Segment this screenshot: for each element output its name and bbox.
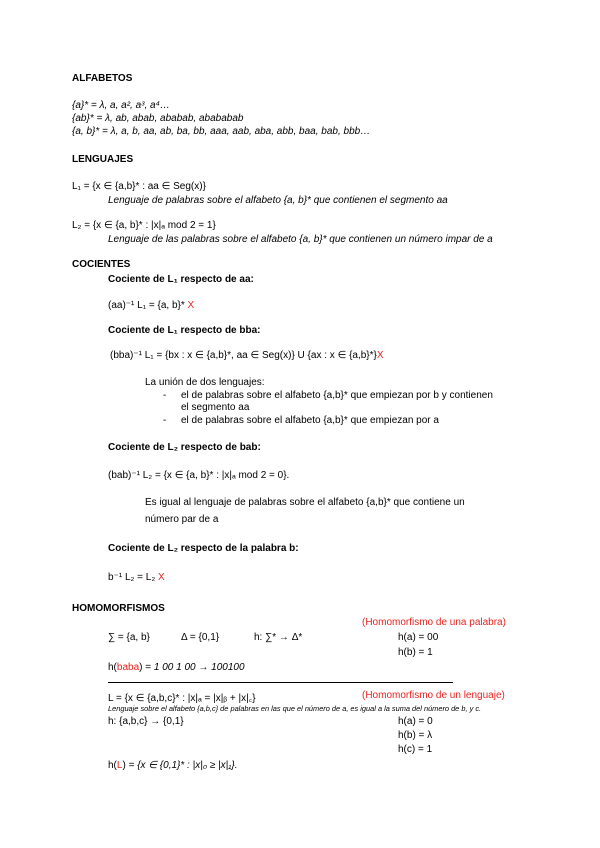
cociente-1-expression: (aa)⁻¹ L₁ = {a, b}* X xyxy=(108,300,195,311)
homomorfismos-heading: HOMOMORFISMOS xyxy=(72,603,165,614)
homomorfismo-lenguaje-tag: (Homomorfismo de un lenguaje) xyxy=(362,690,505,701)
h-baba-line: h(baba) = 1 00 1 00 → 100100 xyxy=(108,662,245,673)
l2-definition: L₂ = {x ∈ {a, b}* : |x|ₐ mod 2 = 1} xyxy=(72,220,216,231)
h-a-value: h(a) = 00 xyxy=(398,632,439,643)
L-definition: L = {x ∈ {a,b,c}* : |x|ₐ = |x|ᵦ + |x|꜀} xyxy=(108,693,256,704)
h2-a-value: h(a) = 0 xyxy=(398,716,433,727)
cociente-2-bullet-1-cont: el segmento aa xyxy=(181,402,250,413)
cociente-4-expression: b⁻¹ L₂ = L₂ X xyxy=(108,572,165,583)
l1-description: Lenguaje de palabras sobre el alfabeto {a, b}* que contienen el segmento aa xyxy=(108,195,448,206)
cociente-3-title: Cociente de L₂ respecto de bab: xyxy=(108,442,261,453)
l1-definition: L₁ = {x ∈ {a,b}* : aa ∈ Seg(x)} xyxy=(72,181,206,192)
h2-c-value: h(c) = 1 xyxy=(398,744,433,755)
cociente-4-mark: X xyxy=(158,572,165,583)
cociente-2-title: Cociente de L₁ respecto de bba: xyxy=(108,325,261,336)
h-mapping: h: ∑* → Δ* xyxy=(254,632,303,643)
lenguajes-heading: LENGUAJES xyxy=(72,154,134,165)
h-b-value: h(b) = 1 xyxy=(398,647,433,658)
cociente-3-expression: (bab)⁻¹ L₂ = {x ∈ {a, b}* : |x|ₐ mod 2 = 0}. xyxy=(108,470,290,481)
L-description: Lenguaje sobre el alfabeto {a,b,c} de palabras en las que el número de a, es igual a la suma del número de b, y c. xyxy=(108,704,482,713)
sigma-definition: ∑ = {a, b} xyxy=(108,632,150,643)
cociente-1-title: Cociente de L₁ respecto de aa: xyxy=(108,274,254,285)
alfabeto-a-line: {a}* = λ, a, a², a³, a⁴… xyxy=(72,100,170,111)
h2-mapping: h: {a,b,c} → {0,1} xyxy=(108,716,184,727)
h2-b-value: h(b) = λ xyxy=(398,730,433,741)
bullet-dash: - xyxy=(163,390,167,401)
cociente-4-title: Cociente de L₂ respecto de la palabra b: xyxy=(108,543,299,554)
baba-word: baba xyxy=(116,662,140,673)
cociente-3-note-1: Es igual al lenguaje de palabras sobre el alfabeto {a,b}* que contiene un xyxy=(145,497,465,508)
bullet-dash: - xyxy=(163,415,167,426)
cociente-2-bullet-1: el de palabras sobre el alfabeto {a,b}* que empiezan por b y contienen xyxy=(181,390,493,401)
cocientes-heading: COCIENTES xyxy=(72,259,131,270)
delta-definition: Δ = {0,1} xyxy=(181,632,220,643)
L-word: L xyxy=(116,760,123,771)
cociente-2-note: La unión de dos lenguajes: xyxy=(145,377,265,388)
alfabetos-heading: ALFABETOS xyxy=(72,73,133,84)
cociente-2-expression: (bba)⁻¹ L₁ = {bx : x ∈ {a,b}*, aa ∈ Seg(x)} U {ax : x ∈ {a,b}*}X xyxy=(110,350,384,361)
h-L-line: h(L) = {x ∈ {0,1}* : |x|₀ ≥ |x|₁}. xyxy=(108,760,238,771)
alfabeto-ab-line: {ab}* = λ, ab, abab, ababab, abababab xyxy=(72,113,244,124)
cociente-3-note-2: número par de a xyxy=(145,514,219,525)
cociente-1-mark: X xyxy=(187,300,195,311)
cociente-2-mark: X xyxy=(376,350,384,361)
homomorfismo-palabra-tag: (Homomorfismo de una palabra) xyxy=(362,617,506,628)
alfabeto-a-b-line: {a, b}* = λ, a, b, aa, ab, ba, bb, aaa, aab, aba, abb, baa, bab, bbb… xyxy=(72,126,371,137)
cociente-2-bullet-2: el de palabras sobre el alfabeto {a,b}* que empiezan por a xyxy=(181,415,439,426)
l2-description: Lenguaje de las palabras sobre el alfabeto {a, b}* que contienen un número impar de a xyxy=(108,234,493,245)
separator-line xyxy=(108,682,453,683)
